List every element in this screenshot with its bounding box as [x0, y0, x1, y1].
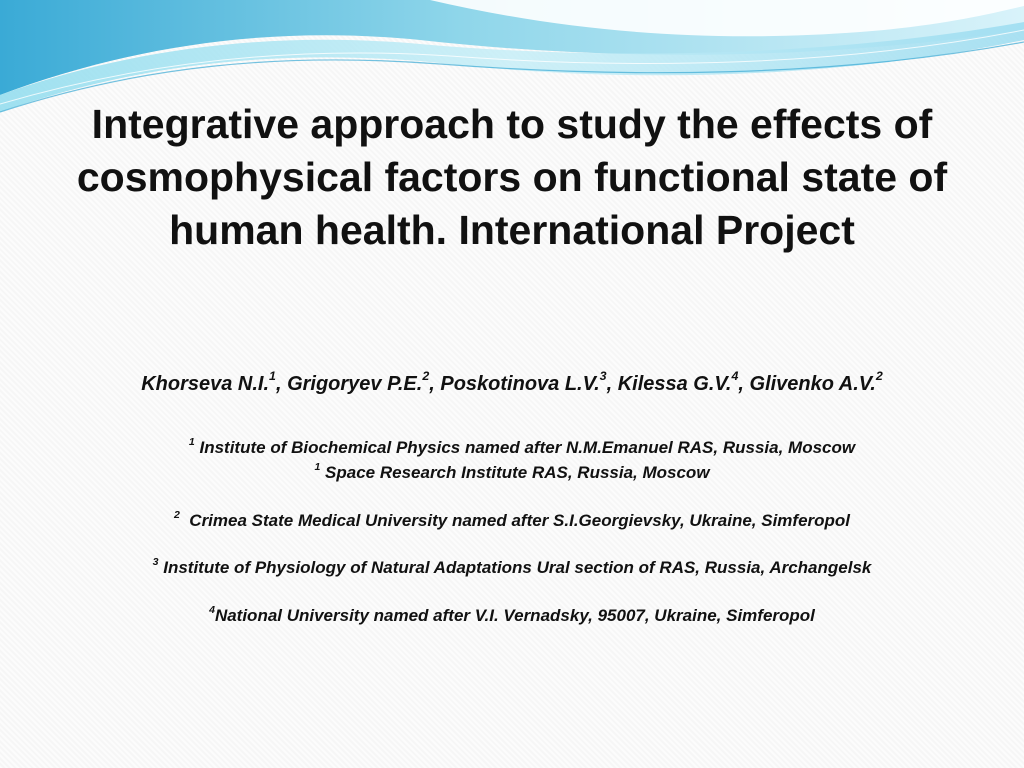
author-separator: , — [429, 373, 441, 395]
author-separator: , — [275, 373, 288, 395]
affiliation-text: National University named after V.I. Vernadsky, 95007, Ukraine, Simferopol — [214, 606, 815, 625]
affiliation-4 — [0, 557, 1024, 579]
author-name: Grigoryev P.E. — [287, 373, 423, 395]
title-line-1: Integrative approach to study the effects of — [91, 101, 933, 147]
author-separator: , — [606, 373, 618, 395]
author-affiliation-mark: 4 — [731, 369, 739, 384]
affiliation-text: Space Research Institute RAS, Russia, Moscow — [320, 463, 710, 482]
title-line-2: cosmophysical factors on functional state of — [76, 154, 948, 200]
author-separator: , — [738, 373, 750, 395]
title-line-3: human health. International Project — [169, 207, 855, 253]
slide-title — [12, 98, 1012, 257]
affiliation-mark: 1 — [314, 460, 321, 473]
affiliation-3 — [0, 510, 1024, 532]
author-name: Poskotinova L.V. — [440, 373, 600, 395]
affiliation-text: Institute of Physiology of Natural Adaptations Ural section of RAS, Russia, Archangelsk — [158, 558, 872, 577]
affiliation-5 — [0, 605, 1024, 627]
author-name: Kilessa G.V. — [617, 373, 732, 395]
author-affiliation-mark: 2 — [422, 369, 430, 384]
affiliation-1 — [0, 437, 1024, 459]
author-name: Glivenko A.V. — [749, 373, 876, 395]
affiliation-mark: 1 — [188, 435, 195, 448]
affiliation-text: Crimea State Medical University named after S.I.Georgievsky, Ukraine, Simferopol — [179, 511, 851, 530]
affiliation-text: Institute of Biochemical Physics named after N.M.Emanuel RAS, Russia, Moscow — [194, 438, 856, 457]
author-name: Khorseva N.I. — [141, 373, 270, 395]
author-affiliation-mark: 3 — [599, 369, 607, 384]
affiliation-mark: 4 — [209, 603, 215, 616]
affiliation-2 — [0, 462, 1024, 484]
author-affiliation-mark: 2 — [875, 369, 883, 384]
author-affiliation-mark: 1 — [269, 369, 276, 384]
affiliation-mark: 3 — [152, 555, 159, 568]
affiliation-mark: 2 — [173, 508, 180, 521]
authors-line — [0, 371, 1024, 397]
